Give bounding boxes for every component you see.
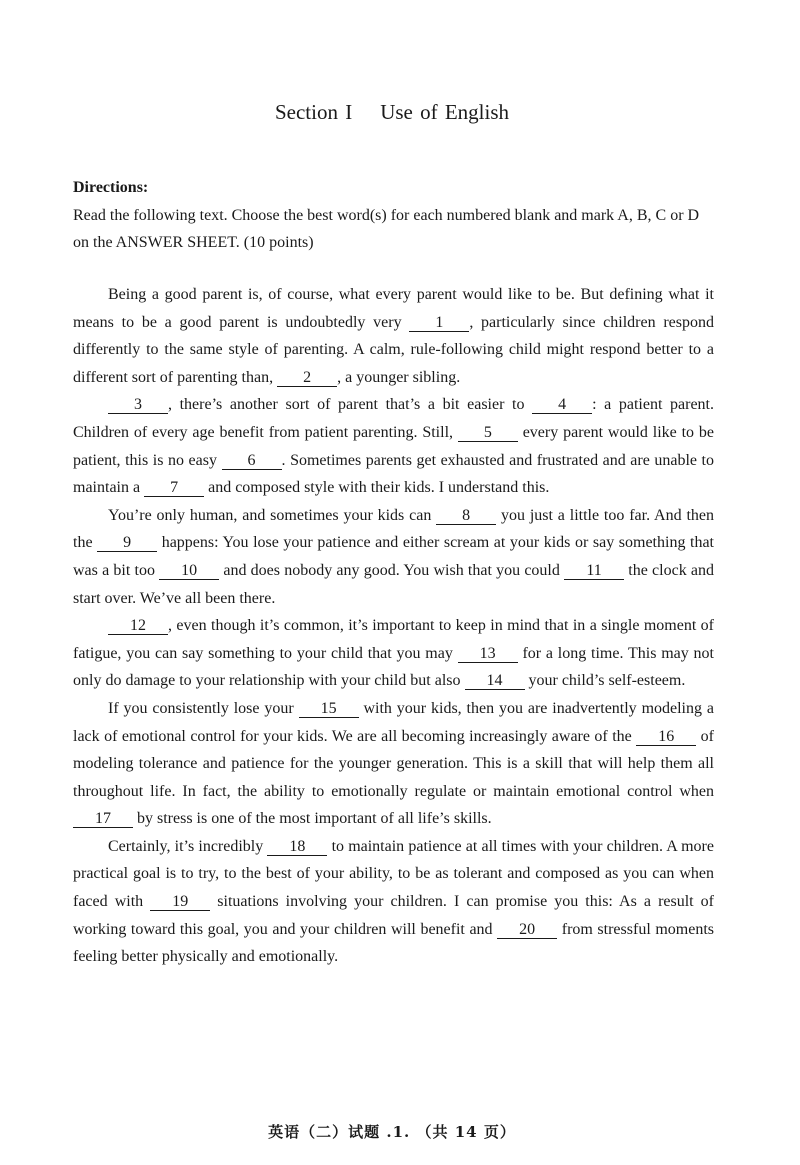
blank-9: 9 [97, 534, 157, 552]
paragraph-text: the clock and start over. We’ve all been there. [73, 561, 715, 607]
section-name: Use of English [380, 100, 510, 124]
paragraph-text: : a patient parent. Children of every age benefit from patient parenting. Still, [73, 396, 714, 441]
paragraph-text: you just a little too far. And then the [73, 506, 714, 552]
paragraph-text: by stress is one of the most important of all life’s skills. [133, 810, 492, 828]
directions-text: Read the following text. Choose the best word(s) for each numbered blank and mark A, B, C or D on the ANSWER SHEET. (10 points) [73, 206, 700, 251]
paragraph-text: and composed style with their kids. I understand this. [204, 479, 550, 497]
paragraph-text: to maintain patience at all times with your children. A more practical goal is to try, to the best of your ability, to be as tolerant and composed as you can when faced with [73, 837, 714, 911]
paragraph-6 [73, 833, 714, 971]
paragraph-text: with your kids, then you are inadvertently modeling a lack of emotional control for your kids. We are all becoming increasingly aware of the [73, 699, 714, 745]
paragraph-text: . Sometimes parents get exhausted and frustrated and are unable to maintain a [73, 451, 714, 497]
blank-20: 20 [497, 921, 557, 939]
page-footer: 英语（二）试题 .1. （共 14 页） [268, 1123, 516, 1141]
paragraph-4 [73, 612, 714, 695]
blank-13: 13 [458, 645, 518, 663]
blank-19: 19 [150, 893, 210, 911]
blank-5: 5 [458, 424, 518, 442]
paragraph-text: your child’s self-esteem. [524, 672, 686, 690]
paragraph-text: , even though it’s common, it’s important to keep in mind that in a single moment of fatigue, you can say something to your child that you may [73, 617, 714, 662]
blank-7: 7 [144, 479, 204, 497]
paragraph-text: Certainly, it’s incredibly [108, 837, 268, 855]
section-title [0, 100, 784, 125]
blank-1: 1 [409, 314, 469, 332]
blank-4: 4 [532, 396, 592, 414]
blank-3: 3 [108, 396, 168, 414]
paragraph-5 [73, 695, 714, 833]
paragraph-2 [73, 391, 714, 501]
blank-8: 8 [436, 507, 496, 525]
blank-11: 11 [564, 562, 624, 580]
blank-6: 6 [222, 452, 282, 470]
paragraph-text: , there’s another sort of parent that’s a bit easier to [168, 396, 533, 414]
paragraph-text: happens: You lose your patience and either scream at your kids or say something that was a bit too [73, 534, 714, 579]
section-label: Section I [274, 100, 353, 124]
directions-block [73, 174, 713, 257]
blank-18: 18 [267, 838, 327, 856]
paragraph-text: situations involving your children. I can promise you this: As a result of working toward this goal, you and your children will benefit and [73, 893, 715, 938]
paragraph-text: of modeling tolerance and patience for the younger generation. This is a skill that will help them all throughout life. In fact, the ability to emotionally regulate or maintain emotional control when [73, 727, 714, 800]
blank-12: 12 [108, 617, 168, 635]
paragraph-text: and does nobody any good. You wish that you could [219, 561, 565, 579]
paragraph-1 [73, 281, 714, 391]
blank-17: 17 [73, 810, 133, 828]
paragraph-text: , particularly since children respond differently to the same style of parenting. A calm, rule-following child might respond better to a different sort of parenting than, [73, 313, 714, 386]
blank-15: 15 [299, 700, 359, 718]
paragraph-text: Being a good parent is, of course, what every parent would like to be. But defining what it means to be a good parent is undoubtedly very [73, 286, 714, 331]
paragraph-text: every parent would like to be patient, this is no easy [73, 423, 715, 469]
paragraph-text: for a long time. This may not only do damage to your relationship with your child but also [73, 644, 714, 690]
passage [73, 281, 714, 971]
blank-14: 14 [465, 672, 525, 690]
paragraph-text: from stressful moments feeling better physically and emotionally. [73, 920, 715, 966]
blank-10: 10 [159, 562, 219, 580]
paragraph-text: , a younger sibling. [337, 368, 461, 386]
paragraph-text: If you consistently lose your [108, 699, 299, 717]
paragraph-text: You’re only human, and sometimes your kids can [108, 506, 437, 524]
directions-label: Directions: [73, 179, 149, 196]
paragraph-3 [73, 502, 714, 612]
blank-2: 2 [277, 369, 337, 387]
blank-16: 16 [636, 728, 696, 746]
